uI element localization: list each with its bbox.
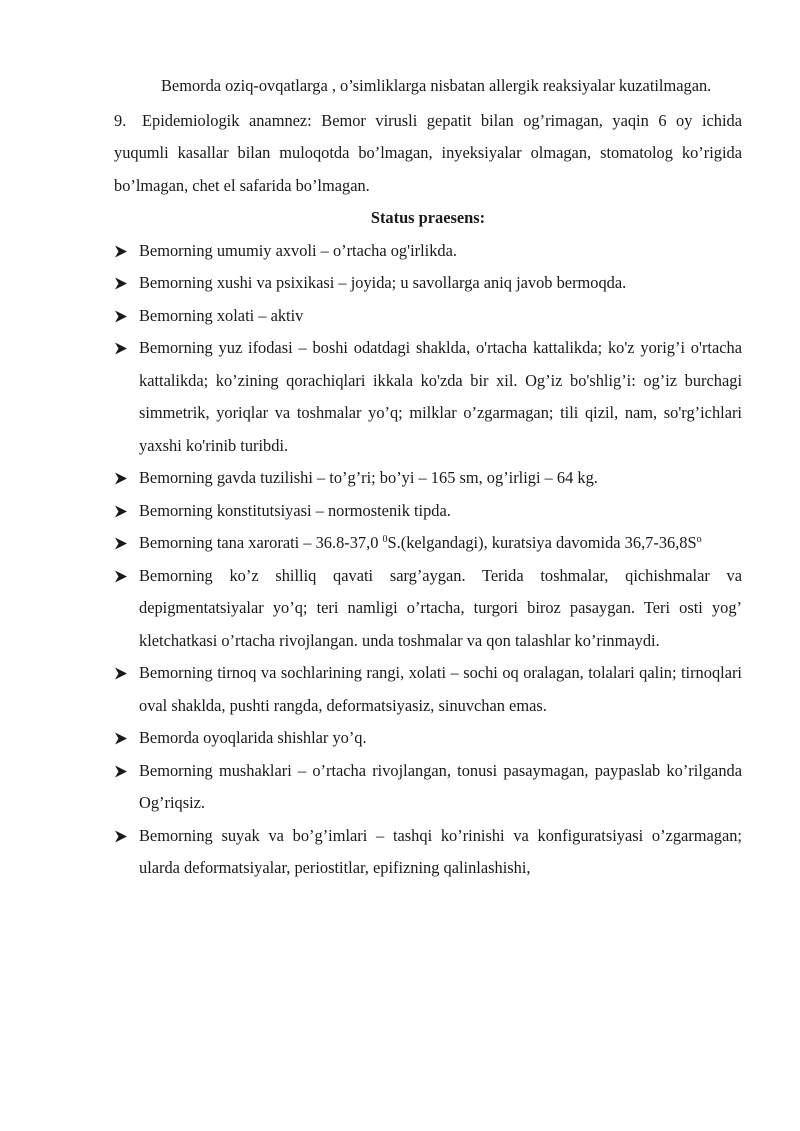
- arrow-bullet-icon: [114, 667, 128, 680]
- section-number: 9.: [114, 110, 127, 130]
- arrow-bullet-icon: [114, 570, 128, 583]
- arrow-bullet-icon: [114, 245, 128, 258]
- list-item: Bemorning mushaklari – o’rtacha rivojlangan, tonusi pasaymagan, paypaslab ko’rilganda Og’riqsiz.: [114, 755, 742, 820]
- list-item: Bemorning gavda tuzilishi – to’g’ri; bo’yi – 165 sm, og’irligi – 64 kg.: [114, 462, 742, 495]
- list-item: Bemorning suyak va bo’g’imlari – tashqi ko’rinishi va konfiguratsiyasi o’zgarmagan; ularda deformatsiyalar, periostitlar, epifizning qalinlashishi,: [114, 820, 742, 885]
- list-item: Bemorning yuz ifodasi – boshi odatdagi shaklda, o'rtacha kattalikda; ko'z yorig’i o'rtacha kattalikda; ko’zining qorachiqlari ikkala ko'zda bir xil. Og’iz bo'shlig’i: og’iz burchagi simmetrik, yoriqlar va toshmalar yo’q; milklar o’zgarmagan; tili qizil, nam, so'rg’ichlari yaxshi ko'rinib turibdi.: [114, 332, 742, 462]
- epidemiology-text: Epidemiologik anamnez: Bemor virusli gepatit bilan og’rimagan, yaqin 6 oy ichida yuqumli kasallar bilan muloqotda bo’lmagan, inyeksiyalar olmagan, stomatolog ko’rigida bo’lmagan, chet el safarida bo’lmagan.: [114, 110, 742, 195]
- allergy-paragraph: Bemorda oziq-ovqatlarga , o’simliklarga nisbatan allergik reaksiyalar kuzatilmagan.: [161, 76, 712, 95]
- epidemiology-paragraph: [114, 105, 742, 203]
- list-item: Bemorning tana xarorati – 36.8-37,0 $^0$S.(kelgandagi), kuratsiya davomida $36,7-36,8S^o$: [114, 527, 742, 560]
- list-item: Bemorning xolati – aktiv: [114, 300, 742, 333]
- arrow-bullet-icon: [114, 732, 128, 745]
- list-item: Bemorning ko’z shilliq qavati sarg’aygan. Terida toshmalar, qichishmalar va depigmentatsiyalar yo’q; teri namligi o’rtacha, turgori biroz pasaygan. Teri osti yog’ kletchatkasi o’rtacha rivojlangan. unda toshmalar va qon talashlar ko’rinmaydi.: [114, 560, 742, 658]
- arrow-bullet-icon: [114, 342, 128, 355]
- document-page: [114, 70, 742, 885]
- arrow-bullet-icon: [114, 277, 128, 290]
- arrow-bullet-icon: [114, 310, 128, 323]
- list-item: Bemorning tirnoq va sochlarining rangi, xolati – sochi oq oralagan, tolalari qalin; tirnoqlari oval shaklda, pushti rangda, deformatsiyasiz, sinuvchan emas.: [114, 657, 742, 722]
- arrow-bullet-icon: [114, 765, 128, 778]
- arrow-bullet-icon: [114, 537, 128, 550]
- degree-superscript: 0: [382, 534, 388, 545]
- arrow-bullet-icon: [114, 830, 128, 843]
- list-item: Bemorning xushi va psixikasi – joyida; u savollarga aniq javob bermoqda.: [114, 267, 742, 300]
- list-item: Bemorda oyoqlarida shishlar yo’q.: [114, 722, 742, 755]
- status-praesens-heading: Status praesens:: [370, 208, 486, 227]
- list-item: Bemorning konstitutsiyasi – normostenik tipda.: [114, 495, 742, 528]
- list-item: Bemorning umumiy axvoli – o’rtacha og'irlikda.: [114, 235, 742, 268]
- status-list: [114, 235, 742, 885]
- arrow-bullet-icon: [114, 505, 128, 518]
- arrow-bullet-icon: [114, 472, 128, 485]
- degree-superscript: o: [696, 534, 702, 545]
